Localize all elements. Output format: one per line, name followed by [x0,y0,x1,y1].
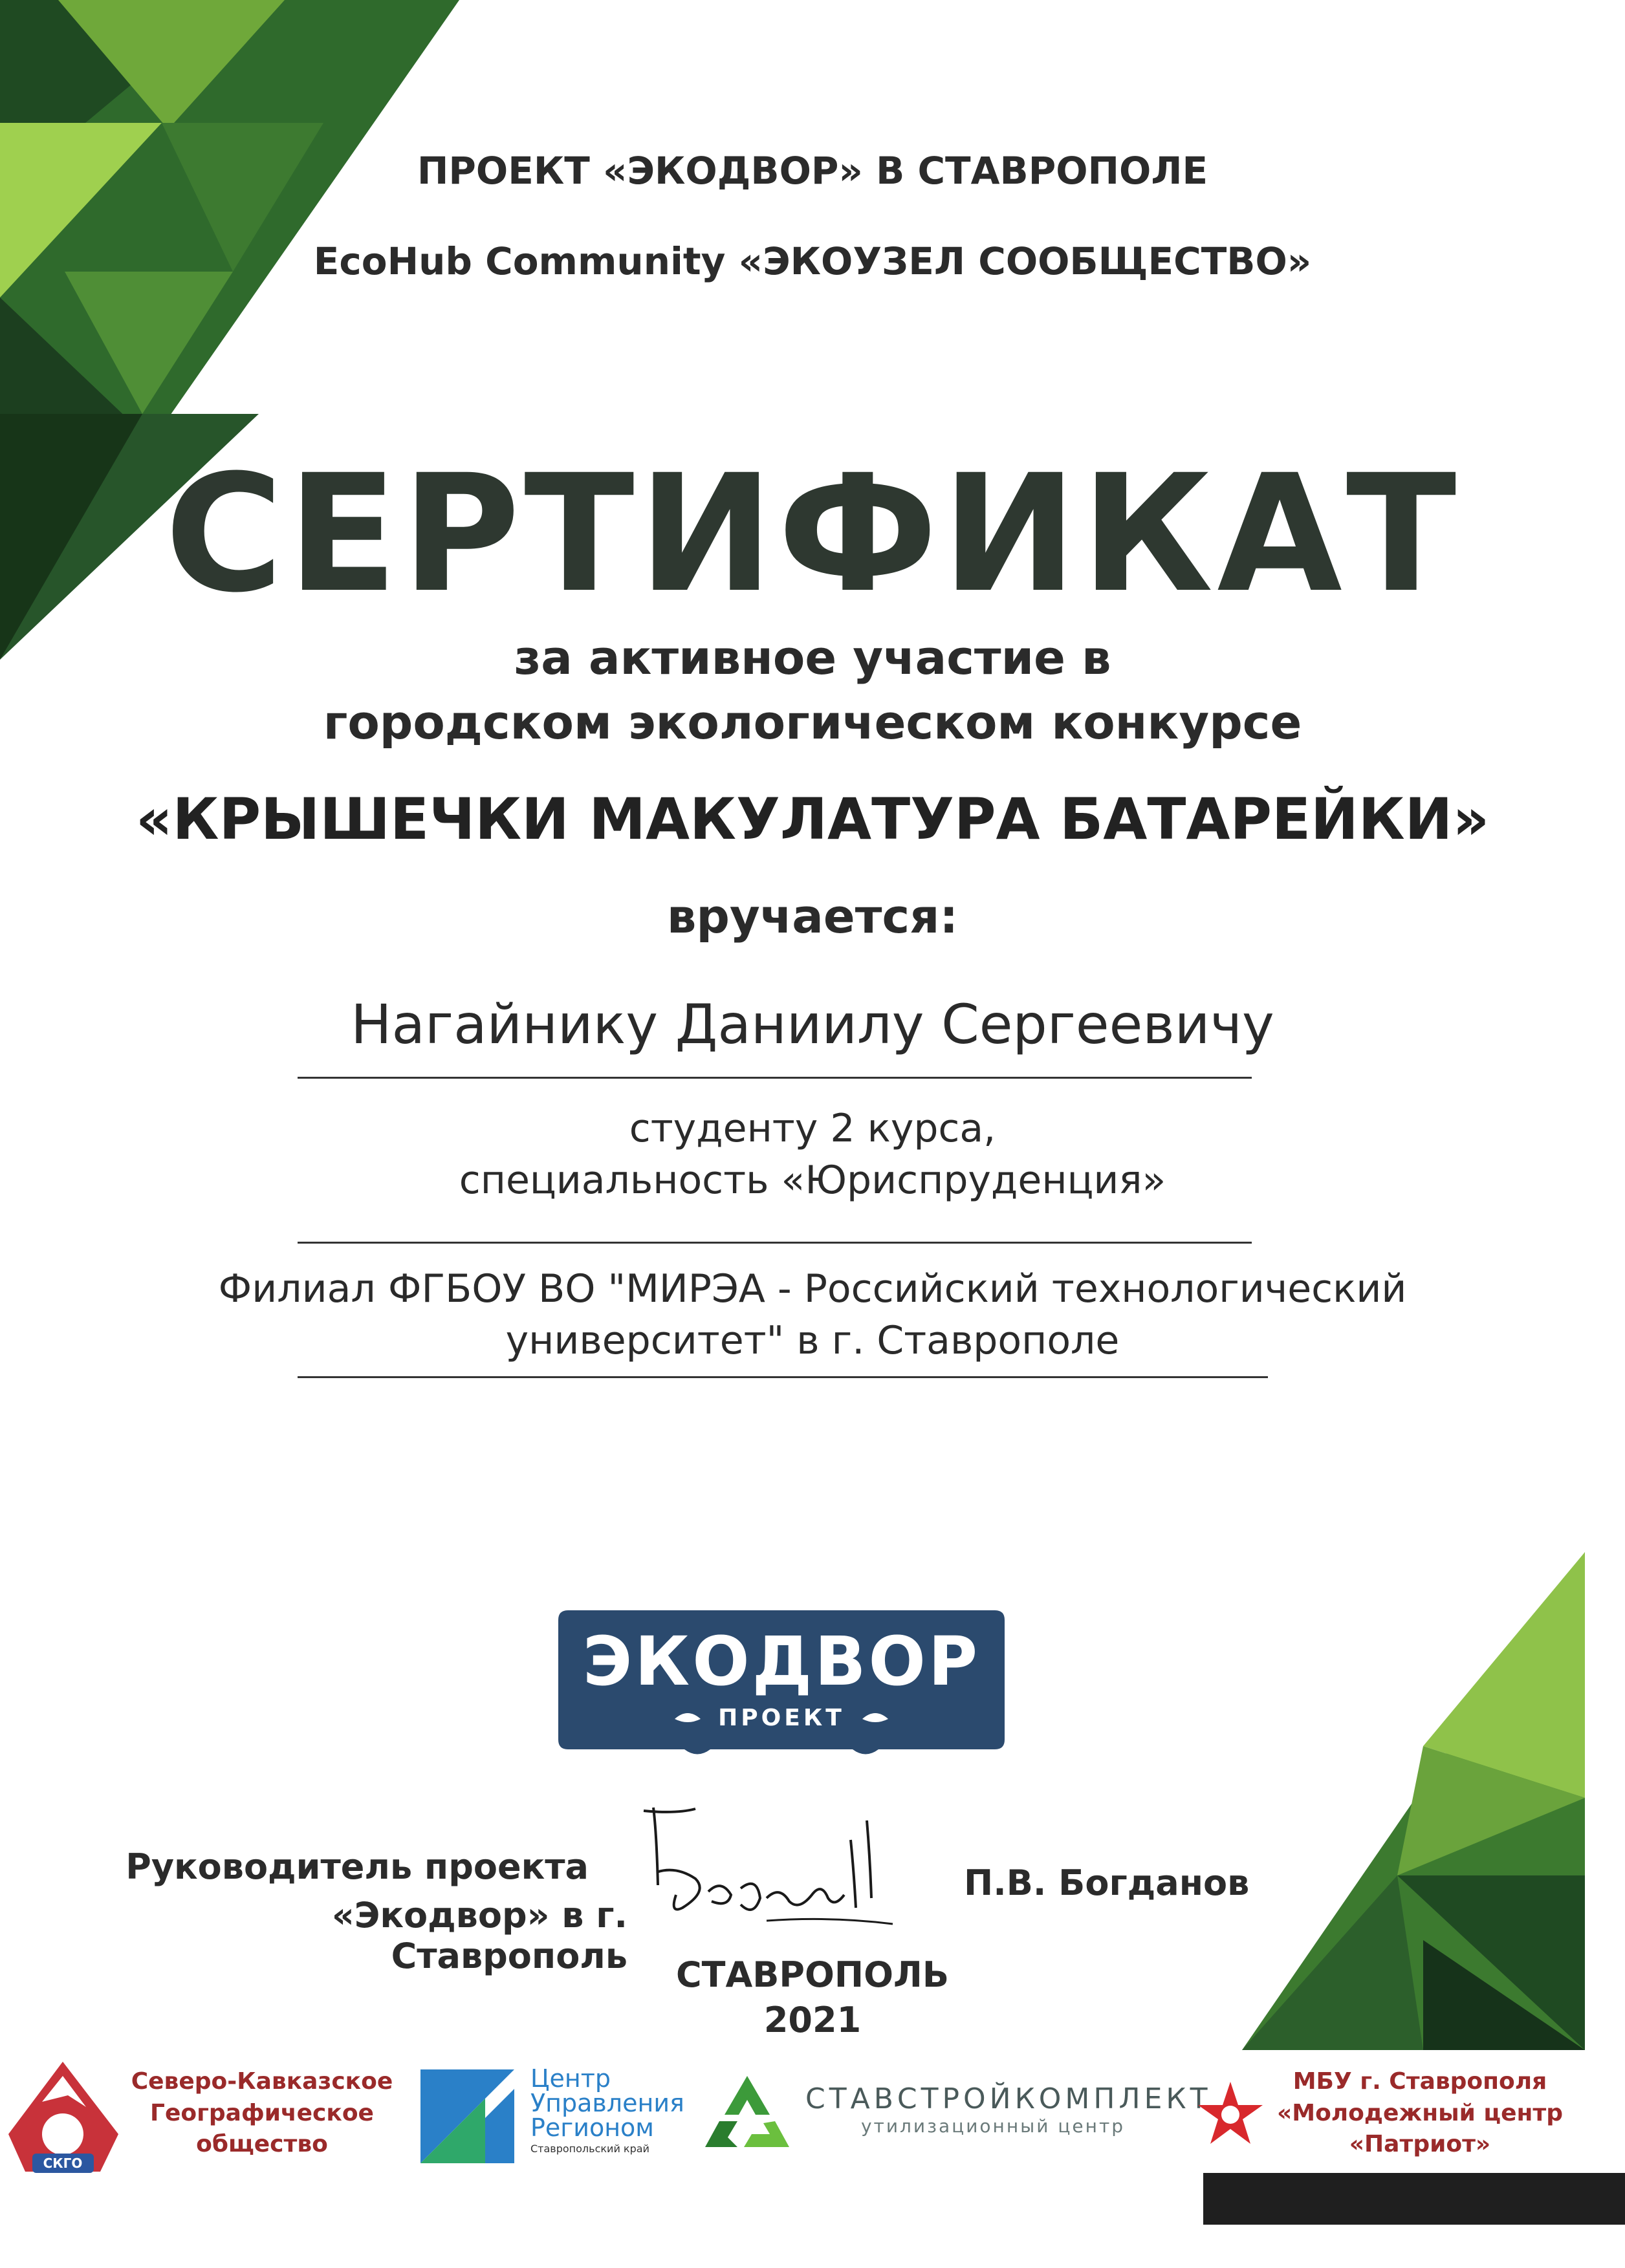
patriot-line-2: «Молодежный центр [1276,2099,1564,2126]
rgo-name [126,2066,398,2161]
year: 2021 [763,2000,862,2040]
student-line-1: студенту 2 курса, [629,1106,996,1151]
handwritten-signature [637,1769,909,1943]
ssk-subtitle: утилизационный центр [860,2115,1126,2137]
rgo-emblem [3,2057,123,2176]
reason-line-1: за активное участие в [514,631,1111,685]
patriot-line-3: «Патриот» [1349,2131,1491,2158]
contest-name: «КРЫШЕЧКИ МАКУЛАТУРА БАТАРЕЙКИ» [135,786,1490,852]
institution-line-2: университет" в г. Ставрополе [505,1318,1120,1363]
logo-subtitle: ПРОЕКТ [718,1705,845,1731]
rgo-line-2: Географическое [150,2099,374,2126]
logo-name: ЭКОДВОР [582,1622,981,1701]
student-underline [298,1242,1252,1244]
awarded-label: вручается: [666,889,959,944]
position-line-1: Руководитель проекта [125,1846,589,1887]
recycle-icon [699,2066,796,2163]
cur-line-1: Центр [530,2064,611,2093]
student-line-2: специальность «Юриспруденция» [459,1158,1166,1203]
recipient-name: Нагайнику Даниилу Сергеевичу [351,993,1274,1056]
position-line-2: «Экодвор» в г. Ставрополь [331,1895,627,1976]
reason-line-2: городском экологическом конкурсе [323,695,1302,750]
rgo-line-1: Северо-Кавказское [131,2068,393,2095]
rgo-line-3: общество [196,2131,328,2158]
cur-emblem [420,2069,514,2163]
cur-line-3: Регионом [530,2113,654,2142]
institution-line-1: Филиал ФГБОУ ВО "МИРЭА - Российский технологический [218,1266,1407,1312]
recipient-underline [298,1077,1252,1079]
ekodvor-logo [555,1604,1008,1759]
ssk-name [805,2082,1212,2137]
red-star-icon [1197,2079,1265,2147]
ssk-title: СТАВСТРОЙКОМПЛЕКТ [805,2082,1212,2115]
patriot-line-1: МБУ г. Ставрополя [1292,2068,1547,2095]
signer-name: П.В. Богданов [964,1863,1250,1903]
patriot-name [1268,2066,1572,2161]
cur-name [530,2066,699,2154]
community-header: EcoHub Community «ЭКОУЗЕЛ СООБЩЕСТВО» [313,239,1312,283]
city: СТАВРОПОЛЬ [675,1954,949,1995]
cur-line-4: Ставропольский край [530,2143,649,2155]
cur-line-2: Управления [530,2089,684,2117]
institution-underline [298,1376,1268,1378]
project-header: ПРОЕКТ «ЭКОДВОР» В СТАВРОПОЛЕ [417,149,1208,193]
certificate-title: СЕРТИФИКАТ [164,440,1461,628]
rgo-badge-text: СКГО [43,2155,83,2171]
